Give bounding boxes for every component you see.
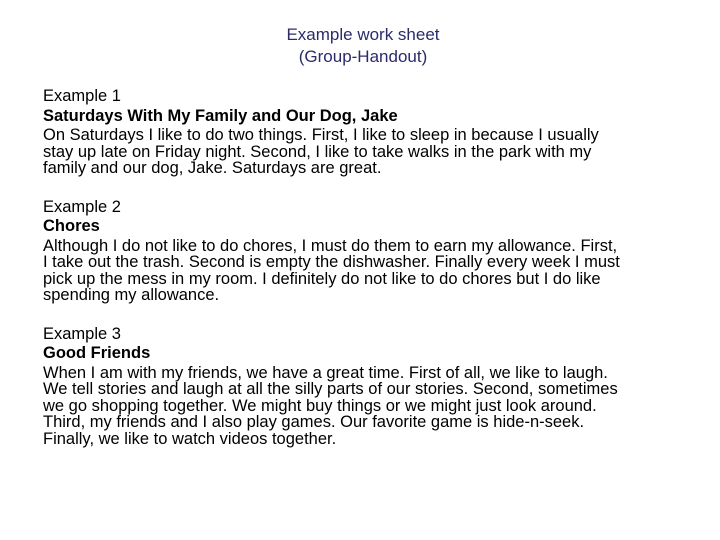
example-2 bbox=[43, 199, 683, 304]
title-line-1: Example work sheet bbox=[286, 25, 440, 44]
example-heading: Saturdays With My Family and Our Dog, Jake bbox=[43, 106, 398, 125]
example-3 bbox=[43, 326, 683, 448]
example-label: Example 3 bbox=[43, 324, 121, 343]
page-title bbox=[0, 24, 720, 68]
example-heading: Good Friends bbox=[43, 344, 151, 362]
example-1 bbox=[43, 88, 683, 177]
title-line-2: (Group-Handout) bbox=[298, 47, 428, 66]
example-label: Example 2 bbox=[43, 197, 121, 216]
examples-list bbox=[43, 88, 683, 447]
example-heading: Chores bbox=[43, 217, 100, 235]
example-label: Example 1 bbox=[43, 87, 121, 105]
example-body: Although I do not like to do chores, I must do them to earn my allowance. First, I take out the trash. Second is empty the dishwasher. Finally every week I must pick up the mess in my room. I definitely do not like to do chores but I do like spending my allowance. bbox=[43, 236, 620, 304]
example-body: When I am with my friends, we have a great time. First of all, we like to laugh. We tell stories and laugh at all the silly parts of our stories. Second, sometimes we go shopping together. We might buy things or we might just look around. Third, my friends and I also play games. Our favorite game is hide-n-seek. Finally, we like to watch videos together. bbox=[43, 363, 618, 448]
example-body: On Saturdays I like to do two things. First, I like to sleep in because I usually stay up late on Friday night. Second, I like to take walks in the park with my family and our dog, Jake. Saturdays are great. bbox=[43, 126, 599, 177]
